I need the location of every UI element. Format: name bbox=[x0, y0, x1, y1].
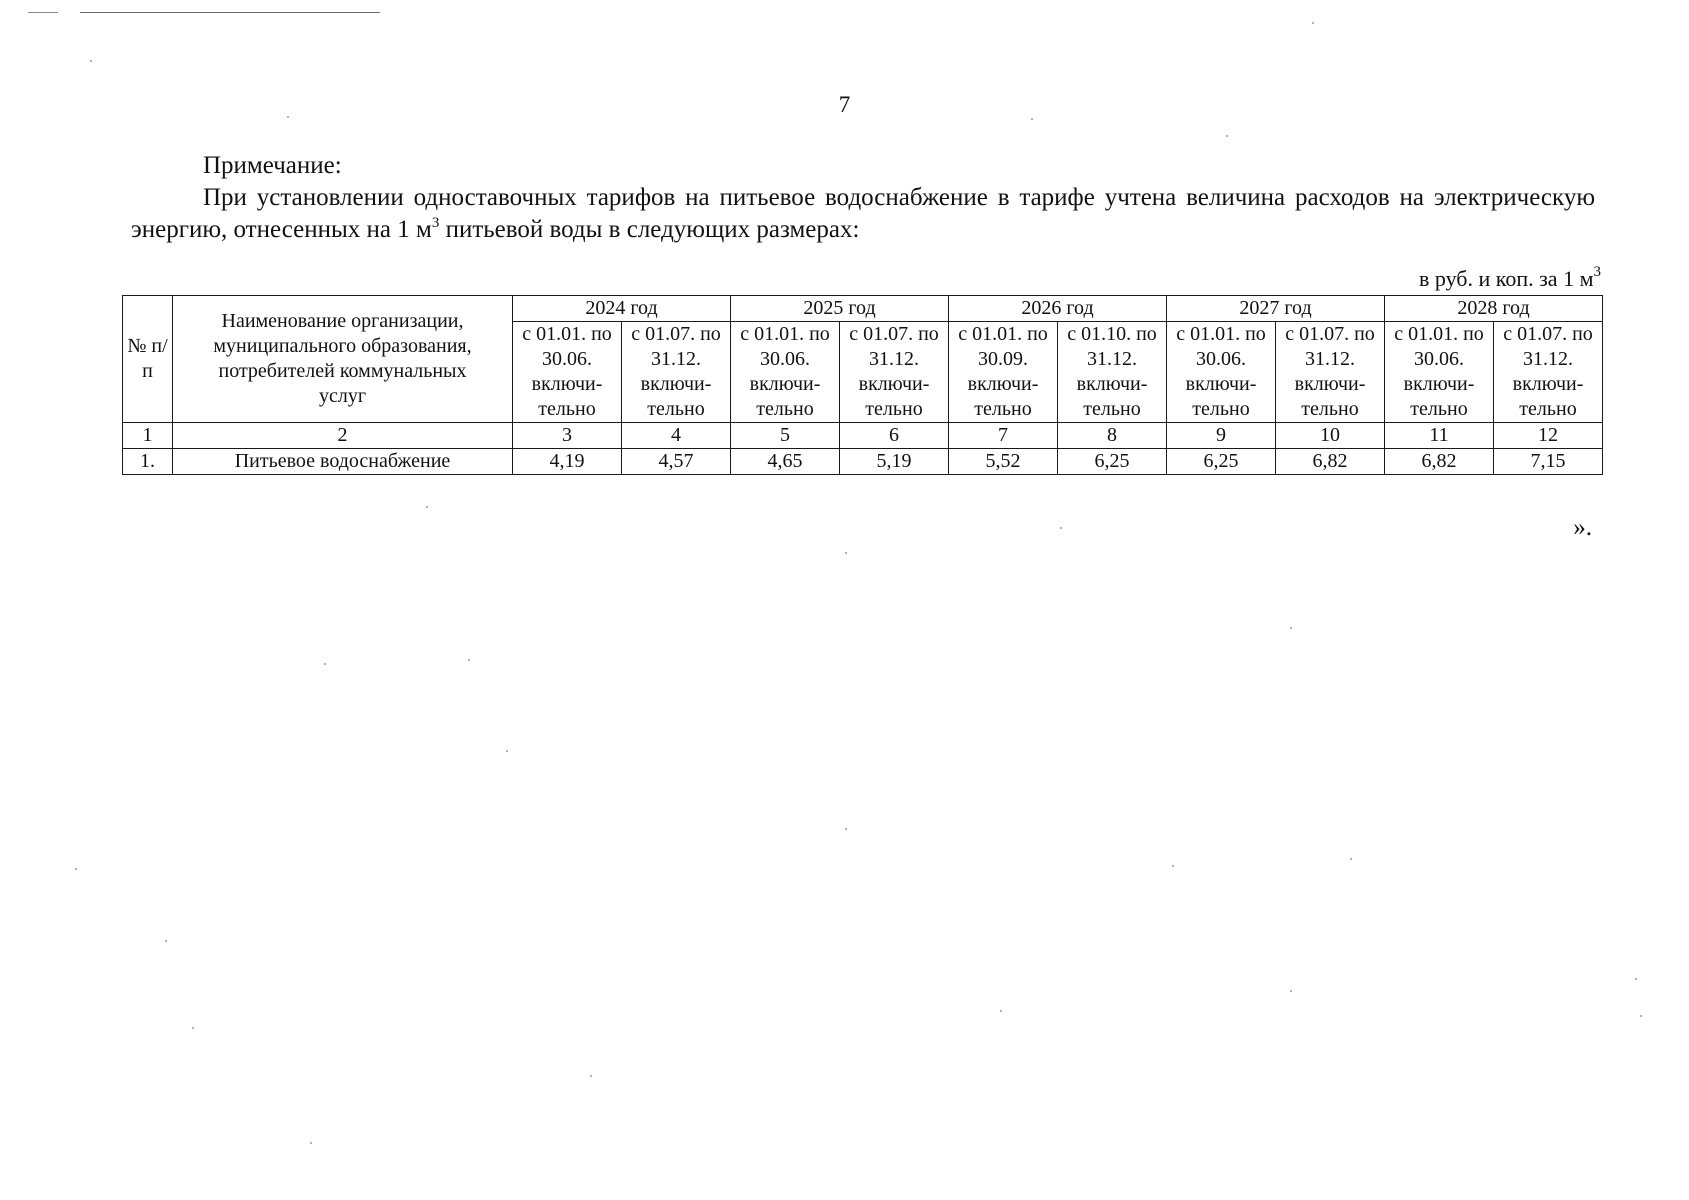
tariff-table bbox=[122, 295, 1603, 475]
column-number: 7 bbox=[949, 423, 1058, 449]
header-period: с 01.07. по 31.12. включи-тельно bbox=[840, 322, 949, 423]
scan-speck bbox=[845, 552, 847, 554]
column-number: 6 bbox=[840, 423, 949, 449]
scan-speck bbox=[165, 940, 167, 942]
scan-speck bbox=[1635, 978, 1637, 980]
note-text-start: При установлении одноставочных тарифов на питьевое водоснабжение в тарифе учтена величина расходов на электрическую энергию, отнесенных на 1 м bbox=[131, 184, 1595, 243]
scan-speck bbox=[468, 659, 470, 661]
row-value: 4,57 bbox=[622, 449, 731, 475]
header-period: с 01.07. по 31.12. включи-тельно bbox=[1276, 322, 1385, 423]
scan-speck bbox=[1000, 1010, 1002, 1012]
scan-speck bbox=[1640, 1015, 1642, 1017]
column-number: 5 bbox=[731, 423, 840, 449]
scan-speck bbox=[324, 663, 326, 665]
header-period: с 01.01. по 30.06. включи-тельно bbox=[513, 322, 622, 423]
year-header-row bbox=[123, 296, 1603, 322]
scan-speck bbox=[192, 1027, 194, 1029]
header-period: с 01.07. по 31.12. включи-тельно bbox=[1494, 322, 1603, 423]
table-row bbox=[123, 449, 1603, 475]
column-number: 2 bbox=[173, 423, 513, 449]
header-period: с 01.01. по 30.06. включи-тельно bbox=[731, 322, 840, 423]
header-year-2028: 2028 год bbox=[1385, 296, 1603, 322]
scan-speck bbox=[845, 828, 847, 830]
row-value: 5,52 bbox=[949, 449, 1058, 475]
scan-speck bbox=[287, 116, 289, 118]
scan-speck bbox=[75, 868, 77, 870]
row-num: 1. bbox=[123, 449, 173, 475]
scan-speck bbox=[1290, 627, 1292, 629]
column-number: 12 bbox=[1494, 423, 1603, 449]
header-year-2027: 2027 год bbox=[1167, 296, 1385, 322]
note-text-end: питьевой воды в следующих размерах: bbox=[439, 216, 860, 243]
page-number: 7 bbox=[838, 92, 851, 117]
header-period: с 01.10. по 31.12. включи-тельно bbox=[1058, 322, 1167, 423]
column-number: 11 bbox=[1385, 423, 1494, 449]
scan-speck bbox=[1226, 135, 1228, 137]
header-period: с 01.01. по 30.06. включи-тельно bbox=[1385, 322, 1494, 423]
row-value: 6,82 bbox=[1276, 449, 1385, 475]
scan-speck bbox=[1350, 858, 1352, 860]
column-number: 9 bbox=[1167, 423, 1276, 449]
scan-speck bbox=[590, 1075, 592, 1077]
header-period: с 01.01. по 30.06. включи-тельно bbox=[1167, 322, 1276, 423]
row-value: 6,25 bbox=[1058, 449, 1167, 475]
note-paragraph bbox=[131, 182, 1595, 246]
row-value: 6,82 bbox=[1385, 449, 1494, 475]
row-value: 4,65 bbox=[731, 449, 840, 475]
top-rule bbox=[80, 12, 380, 13]
scan-speck bbox=[426, 506, 428, 508]
note-heading: Примечание: bbox=[203, 152, 342, 179]
top-rule-short bbox=[28, 12, 58, 13]
header-name: Наименование организации, муниципального образования, потребителей коммунальных услуг bbox=[173, 296, 513, 423]
header-year-2026: 2026 год bbox=[949, 296, 1167, 322]
row-name: Питьевое водоснабжение bbox=[173, 449, 513, 475]
note-superscript: 3 bbox=[431, 215, 440, 231]
scan-speck bbox=[1031, 118, 1033, 120]
scan-speck bbox=[1312, 22, 1314, 24]
scan-speck bbox=[1060, 527, 1062, 529]
header-period: с 01.07. по 31.12. включи-тельно bbox=[622, 322, 731, 423]
closing-quote: ». bbox=[1573, 514, 1592, 541]
row-value: 4,19 bbox=[513, 449, 622, 475]
header-year-2025: 2025 год bbox=[731, 296, 949, 322]
column-number: 3 bbox=[513, 423, 622, 449]
scan-speck bbox=[1172, 865, 1174, 867]
header-period: с 01.01. по 30.09. включи-тельно bbox=[949, 322, 1058, 423]
scan-speck bbox=[1290, 990, 1292, 992]
scan-speck bbox=[310, 1142, 312, 1144]
scan-speck bbox=[506, 750, 508, 752]
header-num: № п/п bbox=[123, 296, 173, 423]
column-number: 4 bbox=[622, 423, 731, 449]
scan-speck bbox=[90, 60, 92, 62]
column-number: 1 bbox=[123, 423, 173, 449]
row-value: 5,19 bbox=[840, 449, 949, 475]
row-value: 6,25 bbox=[1167, 449, 1276, 475]
header-year-2024: 2024 год bbox=[513, 296, 731, 322]
units-text: в руб. и коп. за 1 м bbox=[1419, 266, 1594, 291]
column-number-row bbox=[123, 423, 1603, 449]
row-value: 7,15 bbox=[1494, 449, 1603, 475]
units-superscript: 3 bbox=[1593, 264, 1601, 280]
column-number: 10 bbox=[1276, 423, 1385, 449]
column-number: 8 bbox=[1058, 423, 1167, 449]
units-label bbox=[1419, 266, 1601, 292]
